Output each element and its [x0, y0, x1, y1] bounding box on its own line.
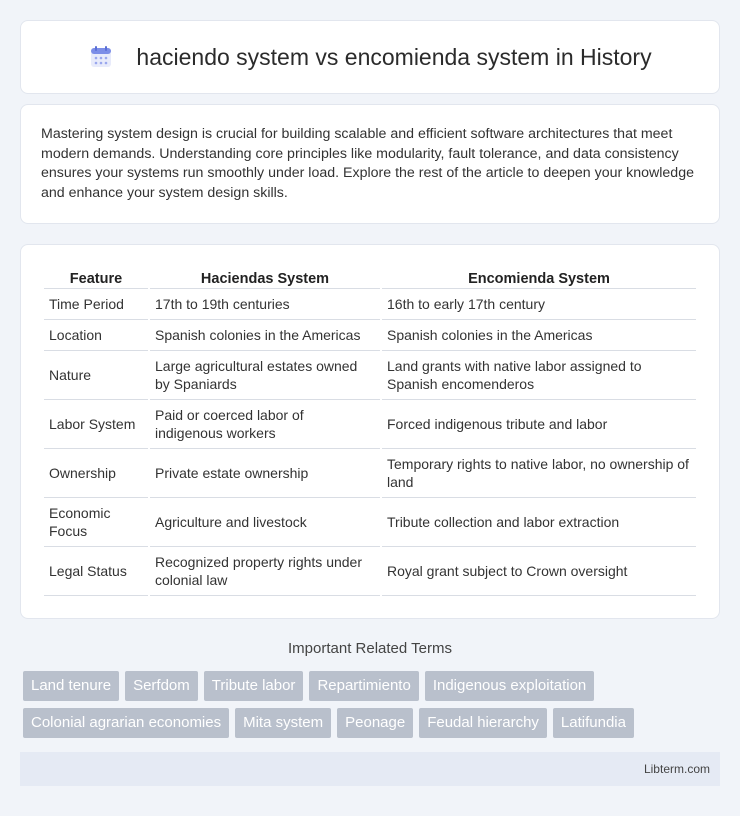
comparison-table-card — [20, 244, 720, 619]
table-cell: Spanish colonies in the Americas — [382, 320, 696, 351]
table-row — [44, 547, 696, 596]
table-cell: Economic Focus — [44, 498, 148, 547]
table-cell: Large agricultural estates owned by Spaniards — [150, 351, 380, 400]
tag-mita-system[interactable]: Mita system — [235, 708, 331, 738]
table-cell: Nature — [44, 351, 148, 400]
tag-latifundia[interactable]: Latifundia — [553, 708, 634, 738]
tag-serfdom[interactable]: Serfdom — [125, 671, 198, 701]
table-cell: Private estate ownership — [150, 449, 380, 498]
table-row — [44, 289, 696, 320]
table-cell: Agriculture and livestock — [150, 498, 380, 547]
tag-feudal-hierarchy[interactable]: Feudal hierarchy — [419, 708, 547, 738]
tag-repartimiento[interactable]: Repartimiento — [309, 671, 418, 701]
table-cell: Royal grant subject to Crown oversight — [382, 547, 696, 596]
table-row — [44, 351, 696, 400]
table-header-cell: Haciendas System — [150, 265, 380, 289]
table-cell: Temporary rights to native labor, no ownership of land — [382, 449, 696, 498]
calendar-icon — [88, 44, 114, 70]
tag-row — [23, 671, 723, 701]
related-terms — [23, 671, 723, 745]
related-terms-title: Important Related Terms — [288, 640, 452, 657]
tag-tribute-labor[interactable]: Tribute labor — [204, 671, 304, 701]
table-header-cell: Encomienda System — [382, 265, 696, 289]
intro-card — [20, 104, 720, 224]
table-cell: Spanish colonies in the Americas — [150, 320, 380, 351]
table-cell: 16th to early 17th century — [382, 289, 696, 320]
table-header-cell: Feature — [44, 265, 148, 289]
intro-text: Mastering system design is crucial for building scalable and efficient software architectures that meet modern demands. Understanding core principles like modularity, fault tolerance, and data consistency ensures your systems run smoothly under load. Explore the rest of the article to deepen your knowledge and enhance your system design skills. — [41, 126, 694, 201]
table-cell: Time Period — [44, 289, 148, 320]
table-row — [44, 449, 696, 498]
tag-land-tenure[interactable]: Land tenure — [23, 671, 119, 701]
tag-indigenous-exploitation[interactable]: Indigenous exploitation — [425, 671, 594, 701]
tag-row — [23, 708, 723, 738]
footer-site-link[interactable]: Libterm.com — [643, 762, 710, 776]
table-row — [44, 320, 696, 351]
table-cell: Tribute collection and labor extraction — [382, 498, 696, 547]
table-cell: Land grants with native labor assigned to Spanish encomenderos — [382, 351, 696, 400]
table-cell: Ownership — [44, 449, 148, 498]
title-card — [20, 20, 720, 94]
table-cell: Recognized property rights under colonial law — [150, 547, 380, 596]
table-header-row — [44, 265, 696, 289]
table-row — [44, 498, 696, 547]
comparison-table — [42, 265, 698, 596]
table-cell: Paid or coerced labor of indigenous workers — [150, 400, 380, 449]
tag-peonage[interactable]: Peonage — [337, 708, 413, 738]
tag-colonial-agrarian-economies[interactable]: Colonial agrarian economies — [23, 708, 229, 738]
table-cell: 17th to 19th centuries — [150, 289, 380, 320]
table-cell: Forced indigenous tribute and labor — [382, 400, 696, 449]
table-cell: Location — [44, 320, 148, 351]
footer — [20, 752, 720, 786]
page-title: haciendo system vs encomienda system in History — [136, 43, 652, 70]
table-row — [44, 400, 696, 449]
table-cell: Labor System — [44, 400, 148, 449]
table-cell: Legal Status — [44, 547, 148, 596]
